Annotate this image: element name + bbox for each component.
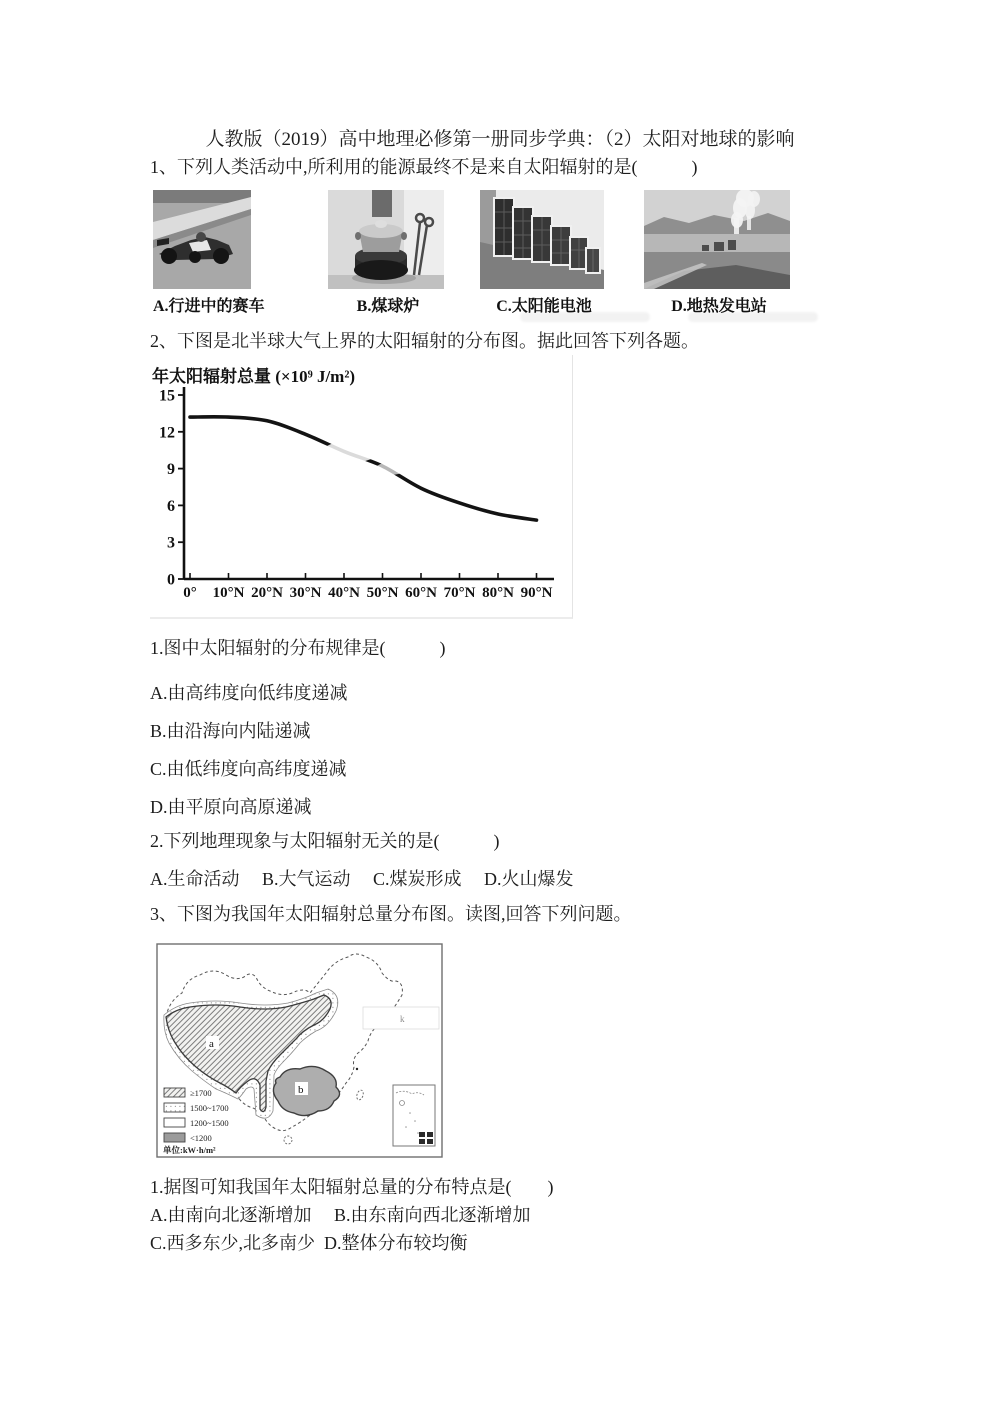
chart-curve <box>190 417 537 520</box>
svg-text:80°N: 80°N <box>482 585 514 601</box>
map-unit: 单位:kW·h/m² <box>163 1145 216 1155</box>
svg-text:b: b <box>298 1084 304 1096</box>
region-label-a <box>206 1036 219 1050</box>
svg-text:<1200: <1200 <box>190 1133 212 1143</box>
svg-text:1200~1500: 1200~1500 <box>190 1118 229 1128</box>
question-2-2-text: 2.下列地理现象与太阳辐射无关的是( ) <box>150 831 500 851</box>
chart-title: 年太阳辐射总量 (×10⁹ J/m²) <box>152 367 356 386</box>
question-3-1-text: 1.据图可知我国年太阳辐射总量的分布特点是( ) <box>150 1177 554 1197</box>
chart-canvas <box>150 355 572 617</box>
svg-text:0: 0 <box>167 571 175 589</box>
erased-watermark <box>363 1007 439 1029</box>
svg-text:90°N: 90°N <box>520 585 553 601</box>
question-1-text: 1、下列人类活动中,所利用的能源最终不是来自太阳辐射的是( ) <box>150 157 698 177</box>
figure-option-b <box>328 190 448 316</box>
svg-text:60°N: 60°N <box>405 585 437 601</box>
option-b: B.由沿海向内陆递减 <box>150 721 311 741</box>
solar-cells-photo <box>480 190 604 289</box>
question-3-1-options-cd: C.西多东少,北多南少 D.整体分布较均衡 <box>150 1233 468 1253</box>
figure-option-c <box>480 190 608 316</box>
watermark-smudge <box>520 312 650 322</box>
race-car-photo <box>153 190 251 289</box>
option-d: D.由平原向高原递减 <box>150 797 312 817</box>
figure-a-caption: A.行进中的赛车 <box>153 298 265 315</box>
svg-text:20°N: 20°N <box>251 585 283 601</box>
svg-text:k: k <box>400 1014 405 1024</box>
svg-text:40°N: 40°N <box>328 585 360 601</box>
china-radiation-map <box>156 943 443 1158</box>
question-3-1-options-ab: A.由南向北逐渐增加 B.由东南向西北逐渐增加 <box>150 1205 531 1225</box>
coal-stove-photo <box>328 190 444 289</box>
svg-text:70°N: 70°N <box>443 585 476 601</box>
question-1-figures <box>0 190 1000 315</box>
option-c: C.由低纬度向高纬度递减 <box>150 759 347 779</box>
question-2-2-options: A.生命活动 B.大气运动 C.煤炭形成 D.火山爆发 <box>150 869 574 889</box>
svg-text:10°N: 10°N <box>212 585 245 601</box>
option-a: A.由高纬度向低纬度递减 <box>150 683 348 703</box>
svg-text:6: 6 <box>167 497 175 515</box>
svg-text:≥1700: ≥1700 <box>190 1088 212 1098</box>
document-title: 人教版（2019）高中地理必修第一册同步学典：（2）太阳对地球的影响 <box>205 129 795 150</box>
svg-text:0°: 0° <box>183 585 197 601</box>
south-china-sea-inset <box>393 1085 435 1146</box>
svg-text:30°N: 30°N <box>289 585 322 601</box>
figure-c-caption: C.太阳能电池 <box>496 298 592 315</box>
svg-text:12: 12 <box>159 424 175 442</box>
svg-text:3: 3 <box>167 534 175 552</box>
svg-text:9: 9 <box>167 461 175 479</box>
figure-option-a <box>153 190 265 316</box>
question-2-1-text: 1.图中太阳辐射的分布规律是( ) <box>150 638 446 658</box>
figure-d-caption: D.地热发电站 <box>671 298 767 315</box>
region-label-b <box>295 1082 308 1096</box>
figure-option-d <box>644 190 794 316</box>
coast-mark <box>356 1068 358 1070</box>
question-3-text: 3、下图为我国年太阳辐射总量分布图。读图,回答下列问题。 <box>150 904 632 924</box>
svg-text:50°N: 50°N <box>366 585 399 601</box>
figure-b-caption: B.煤球炉 <box>356 298 420 315</box>
chart-axes <box>159 387 554 601</box>
svg-text:a: a <box>209 1038 214 1050</box>
geothermal-station-photo <box>644 190 790 289</box>
solar-radiation-chart <box>150 355 573 619</box>
question-2-text: 2、下图是北半球大气上界的太阳辐射的分布图。据此回答下列各题。 <box>150 331 699 351</box>
svg-text:15: 15 <box>159 387 175 405</box>
watermark-smudge <box>688 312 818 322</box>
svg-text:1500~1700: 1500~1700 <box>190 1103 229 1113</box>
